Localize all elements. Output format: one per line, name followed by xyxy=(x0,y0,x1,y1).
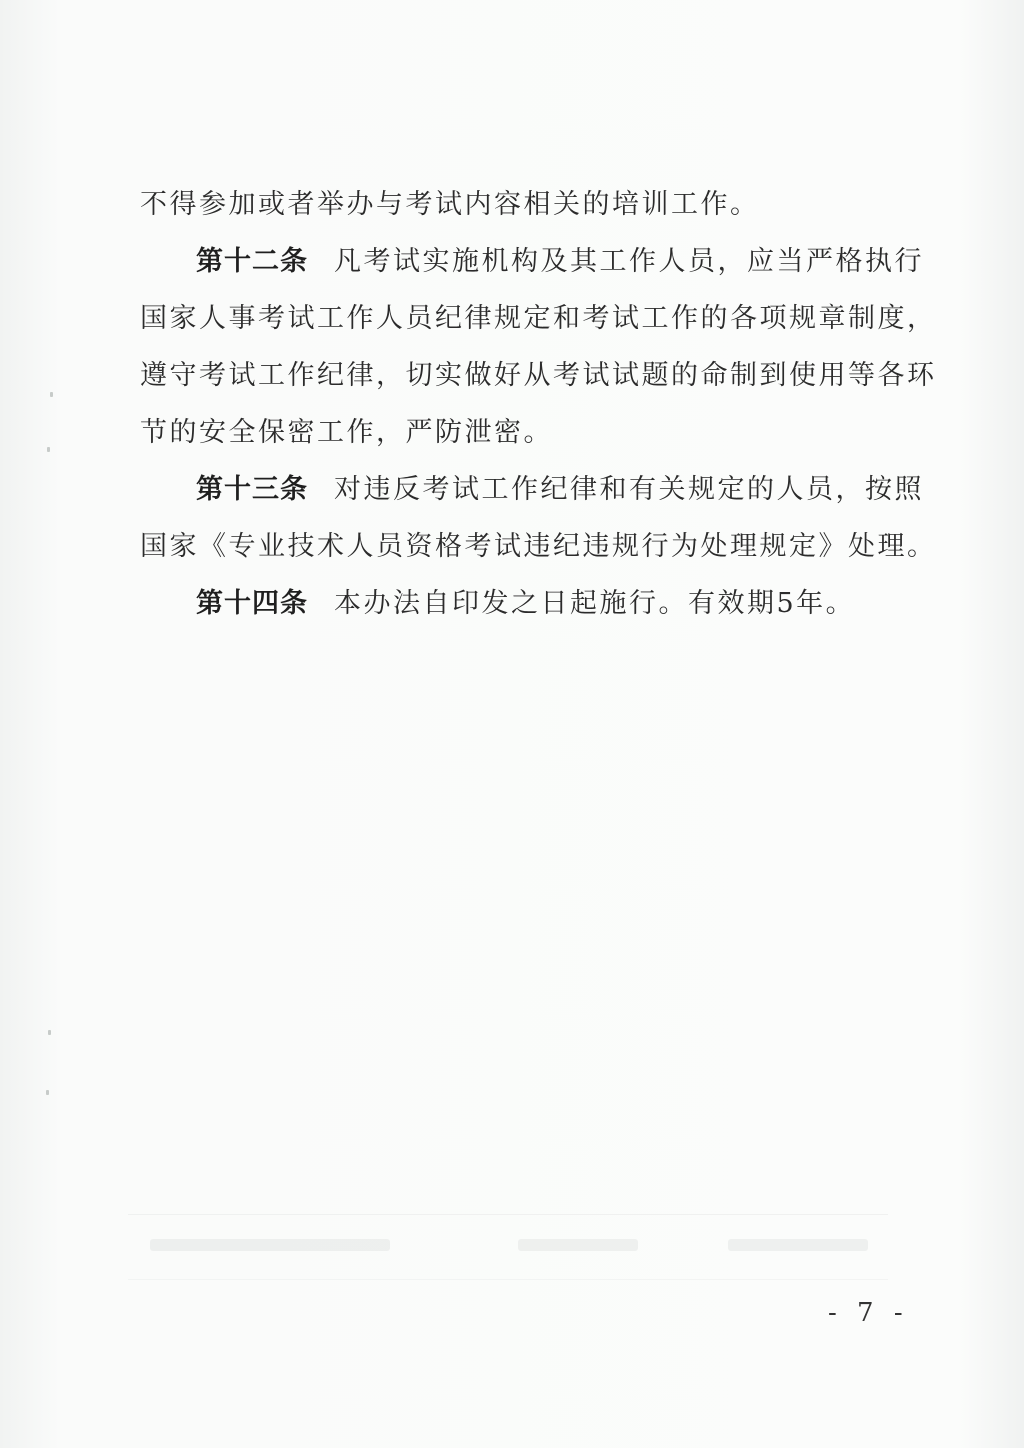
paragraph-text: 遵守考试工作纪律，切实做好从考试试题的命制到使用等各环 xyxy=(140,360,937,391)
scan-speck xyxy=(48,1030,51,1035)
scan-speck xyxy=(47,447,50,452)
article-12-line-4 xyxy=(140,404,900,461)
article-12-label: 第十二条 xyxy=(196,246,308,277)
article-13-label: 第十三条 xyxy=(196,474,308,505)
paragraph-1-line-1 xyxy=(140,176,900,233)
show-through-mark xyxy=(728,1239,868,1251)
paragraph-text: 对违反考试工作纪律和有关规定的人员，按照 xyxy=(334,474,924,505)
article-14-line-1 xyxy=(140,575,900,632)
paragraph-text: 本办法自印发之日起施行。有效期5年。 xyxy=(334,588,856,619)
scan-speck xyxy=(46,1090,49,1095)
article-13-line-2 xyxy=(140,518,937,575)
scan-speck xyxy=(50,392,53,397)
paragraph-text: 国家《专业技术人员资格考试违纪违规行为处理规定》处理。 xyxy=(140,531,937,562)
show-through-footer xyxy=(128,1214,888,1280)
article-12-line-2 xyxy=(140,290,937,347)
paragraph-text: 不得参加或者举办与考试内容相关的培训工作。 xyxy=(140,189,760,220)
show-through-mark xyxy=(150,1239,390,1251)
paragraph-text: 国家人事考试工作人员纪律规定和考试工作的各项规章制度， xyxy=(140,303,937,334)
article-14-label: 第十四条 xyxy=(196,588,308,619)
article-12-line-3 xyxy=(140,347,937,404)
show-through-mark xyxy=(518,1239,638,1251)
article-12-line-1 xyxy=(140,233,924,290)
document-body xyxy=(140,176,937,632)
paragraph-text: 凡考试实施机构及其工作人员，应当严格执行 xyxy=(334,246,924,277)
article-13-line-1 xyxy=(140,461,924,518)
page-number: - 7 - xyxy=(828,1298,909,1328)
paragraph-text: 节的安全保密工作，严防泄密。 xyxy=(140,417,553,448)
